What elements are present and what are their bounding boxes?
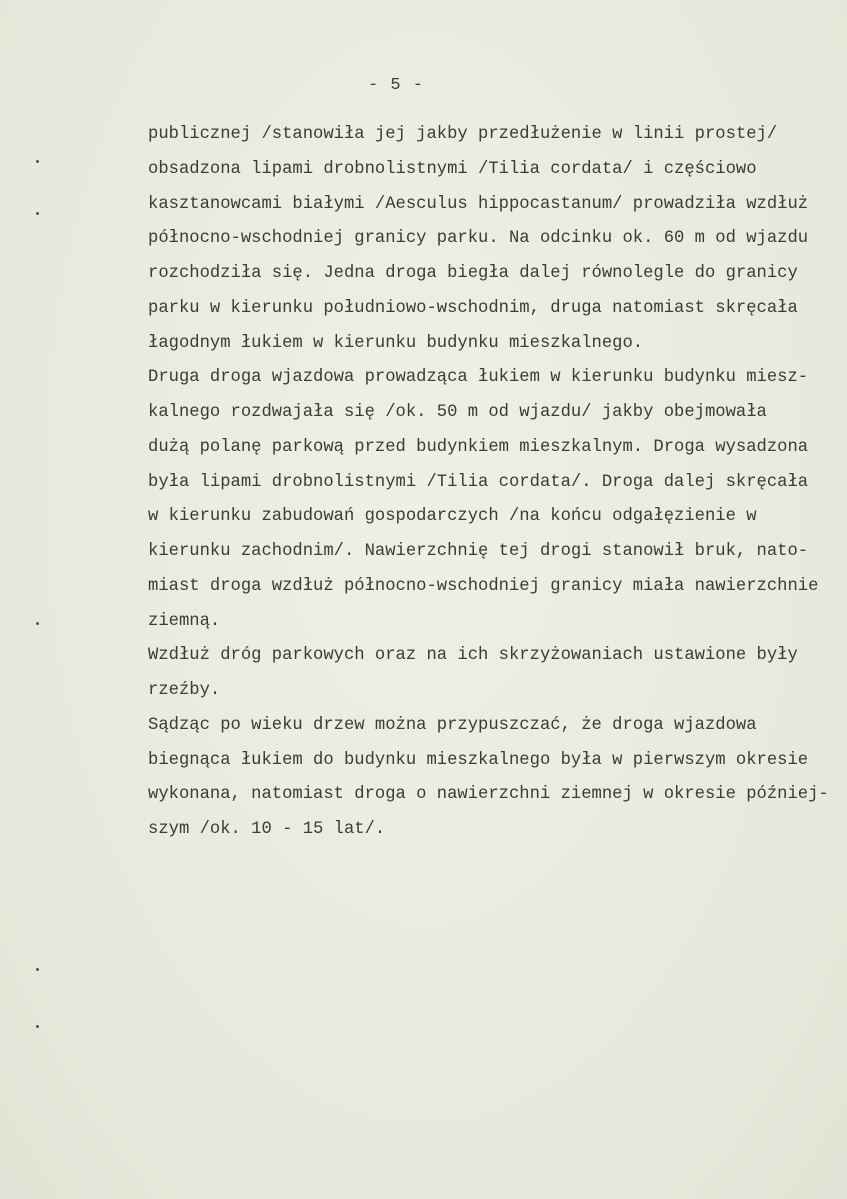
text-line: obsadzona lipami drobnolistnymi /Tilia cordata/ i częściowo [148,159,757,179]
text-line: miast droga wzdłuż północno-wschodniej granicy miała nawierzchnie [148,576,819,596]
text-line: rozchodziła się. Jedna droga biegła dalej równolegle do granicy [148,264,798,283]
text-line: w kierunku zabudowań gospodarczych /na końcu odgałęzienie w [148,507,757,527]
text-line: była lipami drobnolistnymi /Tilia cordata/. Droga dalej skręcała [148,472,809,492]
text-line: publicznej /stanowiła jej jakby przedłużenie w linii prostej/ [148,125,778,144]
text-line: kasztanowcami białymi /Aesculus hippocastanum/ prowadziła wzdłuż [148,194,809,214]
text-line: szym /ok. 10 - 15 lat/. [148,820,386,839]
margin-mark [36,160,39,163]
text-line: Druga droga wjazdowa prowadząca łukiem w kierunku budynku miesz- [148,368,809,388]
text-line: łagodnym łukiem w kierunku budynku mieszkalnego. [148,333,644,353]
margin-mark [36,1025,39,1028]
text-line: ziemną. [148,611,221,631]
text-line: dużą polanę parkową przed budynkiem mieszkalnym. Droga wysadzona [148,437,809,457]
margin-mark [36,622,39,625]
text-line: kierunku zachodnim/. Nawierzchnię tej drogi stanowił bruk, nato- [148,542,809,561]
text-line: parku w kierunku południowo-wschodnim, druga natomiast skręcała [148,298,798,318]
margin-mark [36,968,39,971]
text-line: północno-wschodniej granicy parku. Na odcinku ok. 60 m od wjazdu [148,229,809,249]
text-line: wykonana, natomiast droga o nawierzchni ziemnej w okresie później- [148,785,829,805]
text-line: Sądząc po wieku drzew można przypuszczać, że droga wjazdowa [148,715,757,735]
text-line: Wzdłuż dróg parkowych oraz na ich skrzyżowaniach ustawione były [148,646,798,666]
page-number: - 5 - [368,76,425,95]
text-line: kalnego rozdwajała się /ok. 50 m od wjazdu/ jakby obejmowała [148,403,767,422]
margin-mark [36,212,39,215]
text-line: rzeźby. [148,681,221,700]
text-line: biegnąca łukiem do budynku mieszkalnego była w pierwszym okresie [148,750,809,770]
document-body [148,118,829,848]
